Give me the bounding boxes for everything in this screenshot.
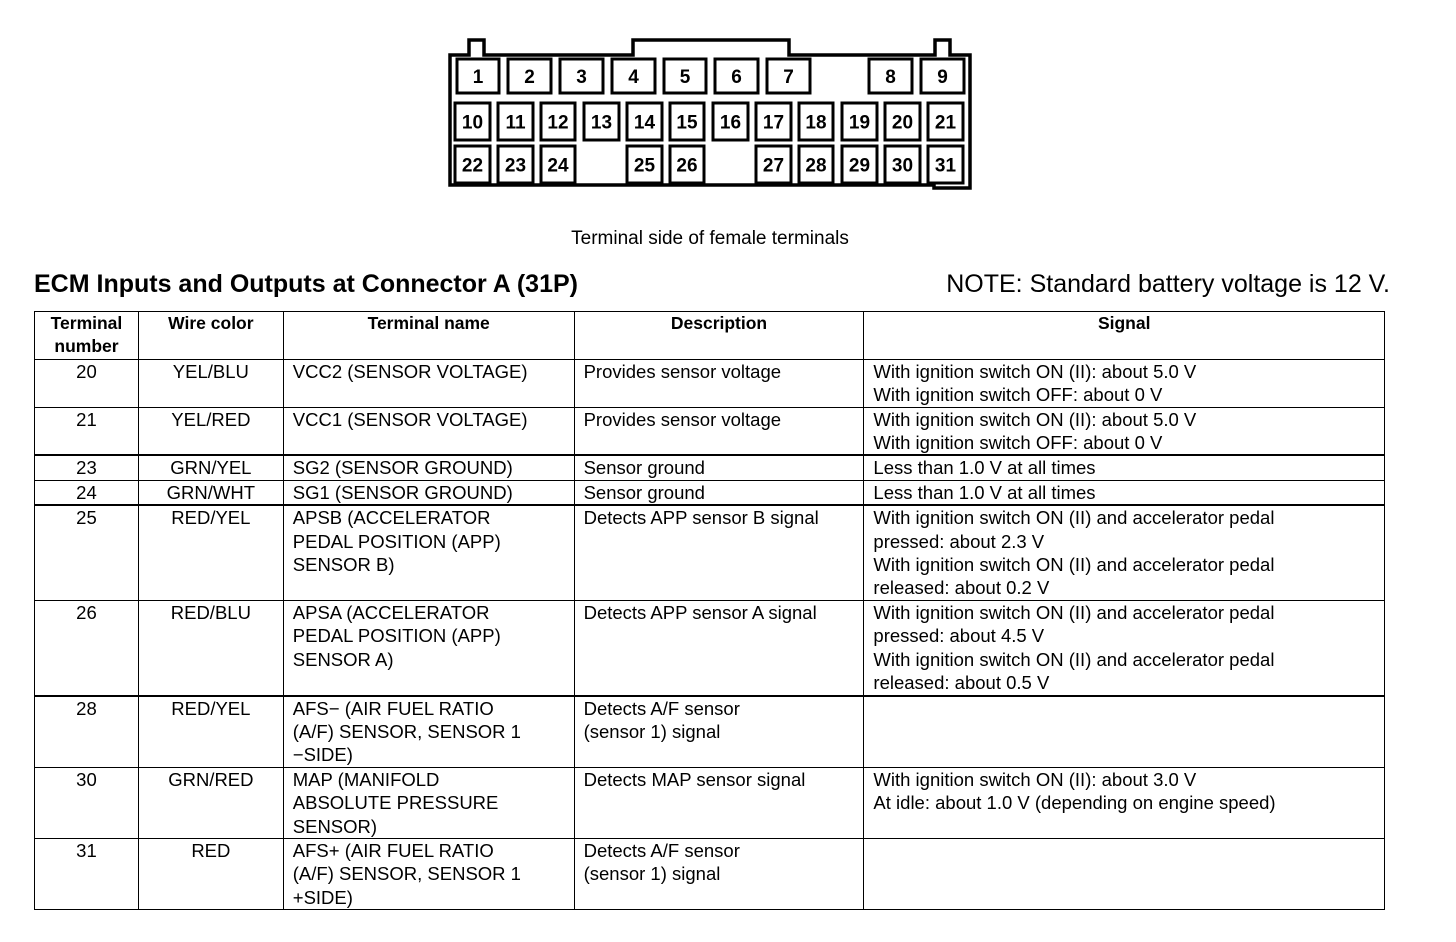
- cell-wire-color: GRN/YEL: [138, 455, 283, 480]
- table-row: [35, 455, 1385, 480]
- cell-terminal-number: 21: [35, 407, 139, 455]
- terminal-label: 24: [547, 155, 569, 177]
- terminal-label: 7: [783, 67, 794, 88]
- cell-description: Provides sensor voltage: [574, 407, 864, 455]
- terminal-label: 26: [676, 155, 698, 177]
- cell-wire-color: RED/YEL: [138, 696, 283, 768]
- table-row: [35, 359, 1385, 407]
- cell-description: Detects MAP sensor signal: [574, 767, 864, 838]
- cell-terminal-number: 28: [35, 696, 139, 768]
- cell-description: Detects A/F sensor (sensor 1) signal: [574, 838, 864, 909]
- terminal-label: 8: [885, 67, 896, 88]
- terminal-label: 18: [805, 112, 827, 134]
- cell-terminal-number: 25: [35, 505, 139, 600]
- cell-terminal-name: VCC2 (SENSOR VOLTAGE): [283, 359, 574, 407]
- terminal-label: 21: [934, 112, 957, 134]
- cell-terminal-name: VCC1 (SENSOR VOLTAGE): [283, 407, 574, 455]
- terminal-label: 6: [731, 67, 742, 88]
- cell-terminal-name: APSA (ACCELERATOR PEDAL POSITION (APP) SENSOR A): [283, 600, 574, 695]
- table-header-row: [35, 312, 1385, 360]
- terminal-label: 14: [633, 112, 656, 134]
- cell-terminal-name: APSB (ACCELERATOR PEDAL POSITION (APP) SENSOR B): [283, 505, 574, 600]
- terminal-label: 5: [679, 67, 691, 88]
- terminal-label: 1: [472, 67, 484, 88]
- cell-description: Sensor ground: [574, 455, 864, 480]
- cell-terminal-name: SG1 (SENSOR GROUND): [283, 480, 574, 505]
- cell-description: Detects A/F sensor (sensor 1) signal: [574, 696, 864, 768]
- header-wire-color: Wire color: [138, 312, 283, 360]
- cell-terminal-number: 23: [35, 455, 139, 480]
- cell-wire-color: GRN/WHT: [138, 480, 283, 505]
- terminal-label: 22: [461, 155, 484, 177]
- terminal-label: 2: [524, 67, 535, 88]
- header-signal: Signal: [864, 312, 1385, 360]
- cell-description: Provides sensor voltage: [574, 359, 864, 407]
- terminal-label: 15: [676, 112, 698, 134]
- cell-signal: With ignition switch ON (II) and accelerator pedal pressed: about 2.3 V With ignition switch ON (II) and accelerator pedal released: about 0.2 V: [864, 505, 1385, 600]
- terminal-label: 3: [576, 67, 587, 88]
- cell-signal: With ignition switch ON (II) and accelerator pedal pressed: about 4.5 V With ignition switch ON (II) and accelerator pedal released: about 0.5 V: [864, 600, 1385, 695]
- cell-signal: With ignition switch ON (II): about 3.0 V At idle: about 1.0 V (depending on engine speed): [864, 767, 1385, 838]
- io-table: [34, 311, 1385, 910]
- page-title: ECM Inputs and Outputs at Connector A (31P): [34, 270, 578, 298]
- terminal-label: 11: [505, 112, 526, 134]
- table-row: [35, 767, 1385, 838]
- cell-description: Sensor ground: [574, 480, 864, 505]
- terminal-label: 30: [891, 155, 914, 177]
- table-row: [35, 838, 1385, 909]
- table-row: [35, 505, 1385, 600]
- table-row: [35, 600, 1385, 695]
- cell-terminal-number: 31: [35, 838, 139, 909]
- cell-wire-color: GRN/RED: [138, 767, 283, 838]
- cell-description: Detects APP sensor A signal: [574, 600, 864, 695]
- terminal-label: 17: [762, 112, 785, 134]
- terminal-label: 29: [848, 155, 871, 177]
- table-row: [35, 696, 1385, 768]
- terminal-label: 28: [805, 155, 827, 177]
- table-row: [35, 407, 1385, 455]
- terminal-label: 4: [628, 67, 639, 88]
- cell-signal: Less than 1.0 V at all times: [864, 480, 1385, 505]
- terminal-label: 13: [590, 112, 613, 134]
- header-description: Description: [574, 312, 864, 360]
- cell-signal: [864, 696, 1385, 768]
- cell-wire-color: RED/BLU: [138, 600, 283, 695]
- cell-signal: [864, 838, 1385, 909]
- terminal-label: 12: [547, 112, 569, 134]
- terminal-label: 23: [504, 155, 527, 177]
- cell-signal: Less than 1.0 V at all times: [864, 455, 1385, 480]
- cell-wire-color: RED/YEL: [138, 505, 283, 600]
- terminal-label: 20: [891, 112, 914, 134]
- cell-signal: With ignition switch ON (II): about 5.0 V With ignition switch OFF: about 0 V: [864, 359, 1385, 407]
- terminal-label: 9: [937, 67, 948, 88]
- cell-terminal-number: 24: [35, 480, 139, 505]
- terminal-label: 27: [762, 155, 785, 177]
- cell-terminal-name: MAP (MANIFOLD ABSOLUTE PRESSURE SENSOR): [283, 767, 574, 838]
- cell-wire-color: YEL/BLU: [138, 359, 283, 407]
- cell-terminal-number: 30: [35, 767, 139, 838]
- cell-signal: With ignition switch ON (II): about 5.0 V With ignition switch OFF: about 0 V: [864, 407, 1385, 455]
- cell-wire-color: RED: [138, 838, 283, 909]
- voltage-note: NOTE: Standard battery voltage is 12 V.: [946, 270, 1390, 298]
- header-terminal-name: Terminal name: [283, 312, 574, 360]
- cell-terminal-number: 20: [35, 359, 139, 407]
- cell-terminal-name: SG2 (SENSOR GROUND): [283, 455, 574, 480]
- cell-wire-color: YEL/RED: [138, 407, 283, 455]
- cell-description: Detects APP sensor B signal: [574, 505, 864, 600]
- terminal-label: 10: [461, 112, 484, 134]
- diagram-caption: Terminal side of female terminals: [571, 228, 849, 249]
- table-row: [35, 480, 1385, 505]
- cell-terminal-name: AFS+ (AIR FUEL RATIO (A/F) SENSOR, SENSOR 1 +SIDE): [283, 838, 574, 909]
- terminal-label: 31: [934, 155, 957, 177]
- terminal-label: 25: [633, 155, 656, 177]
- cell-terminal-name: AFS− (AIR FUEL RATIO (A/F) SENSOR, SENSOR 1 −SIDE): [283, 696, 574, 768]
- terminal-label: 19: [848, 112, 871, 134]
- connector-diagram: [440, 30, 980, 195]
- cell-terminal-number: 26: [35, 600, 139, 695]
- header-terminal-number: Terminal number: [35, 312, 139, 360]
- terminal-label: 16: [719, 112, 742, 134]
